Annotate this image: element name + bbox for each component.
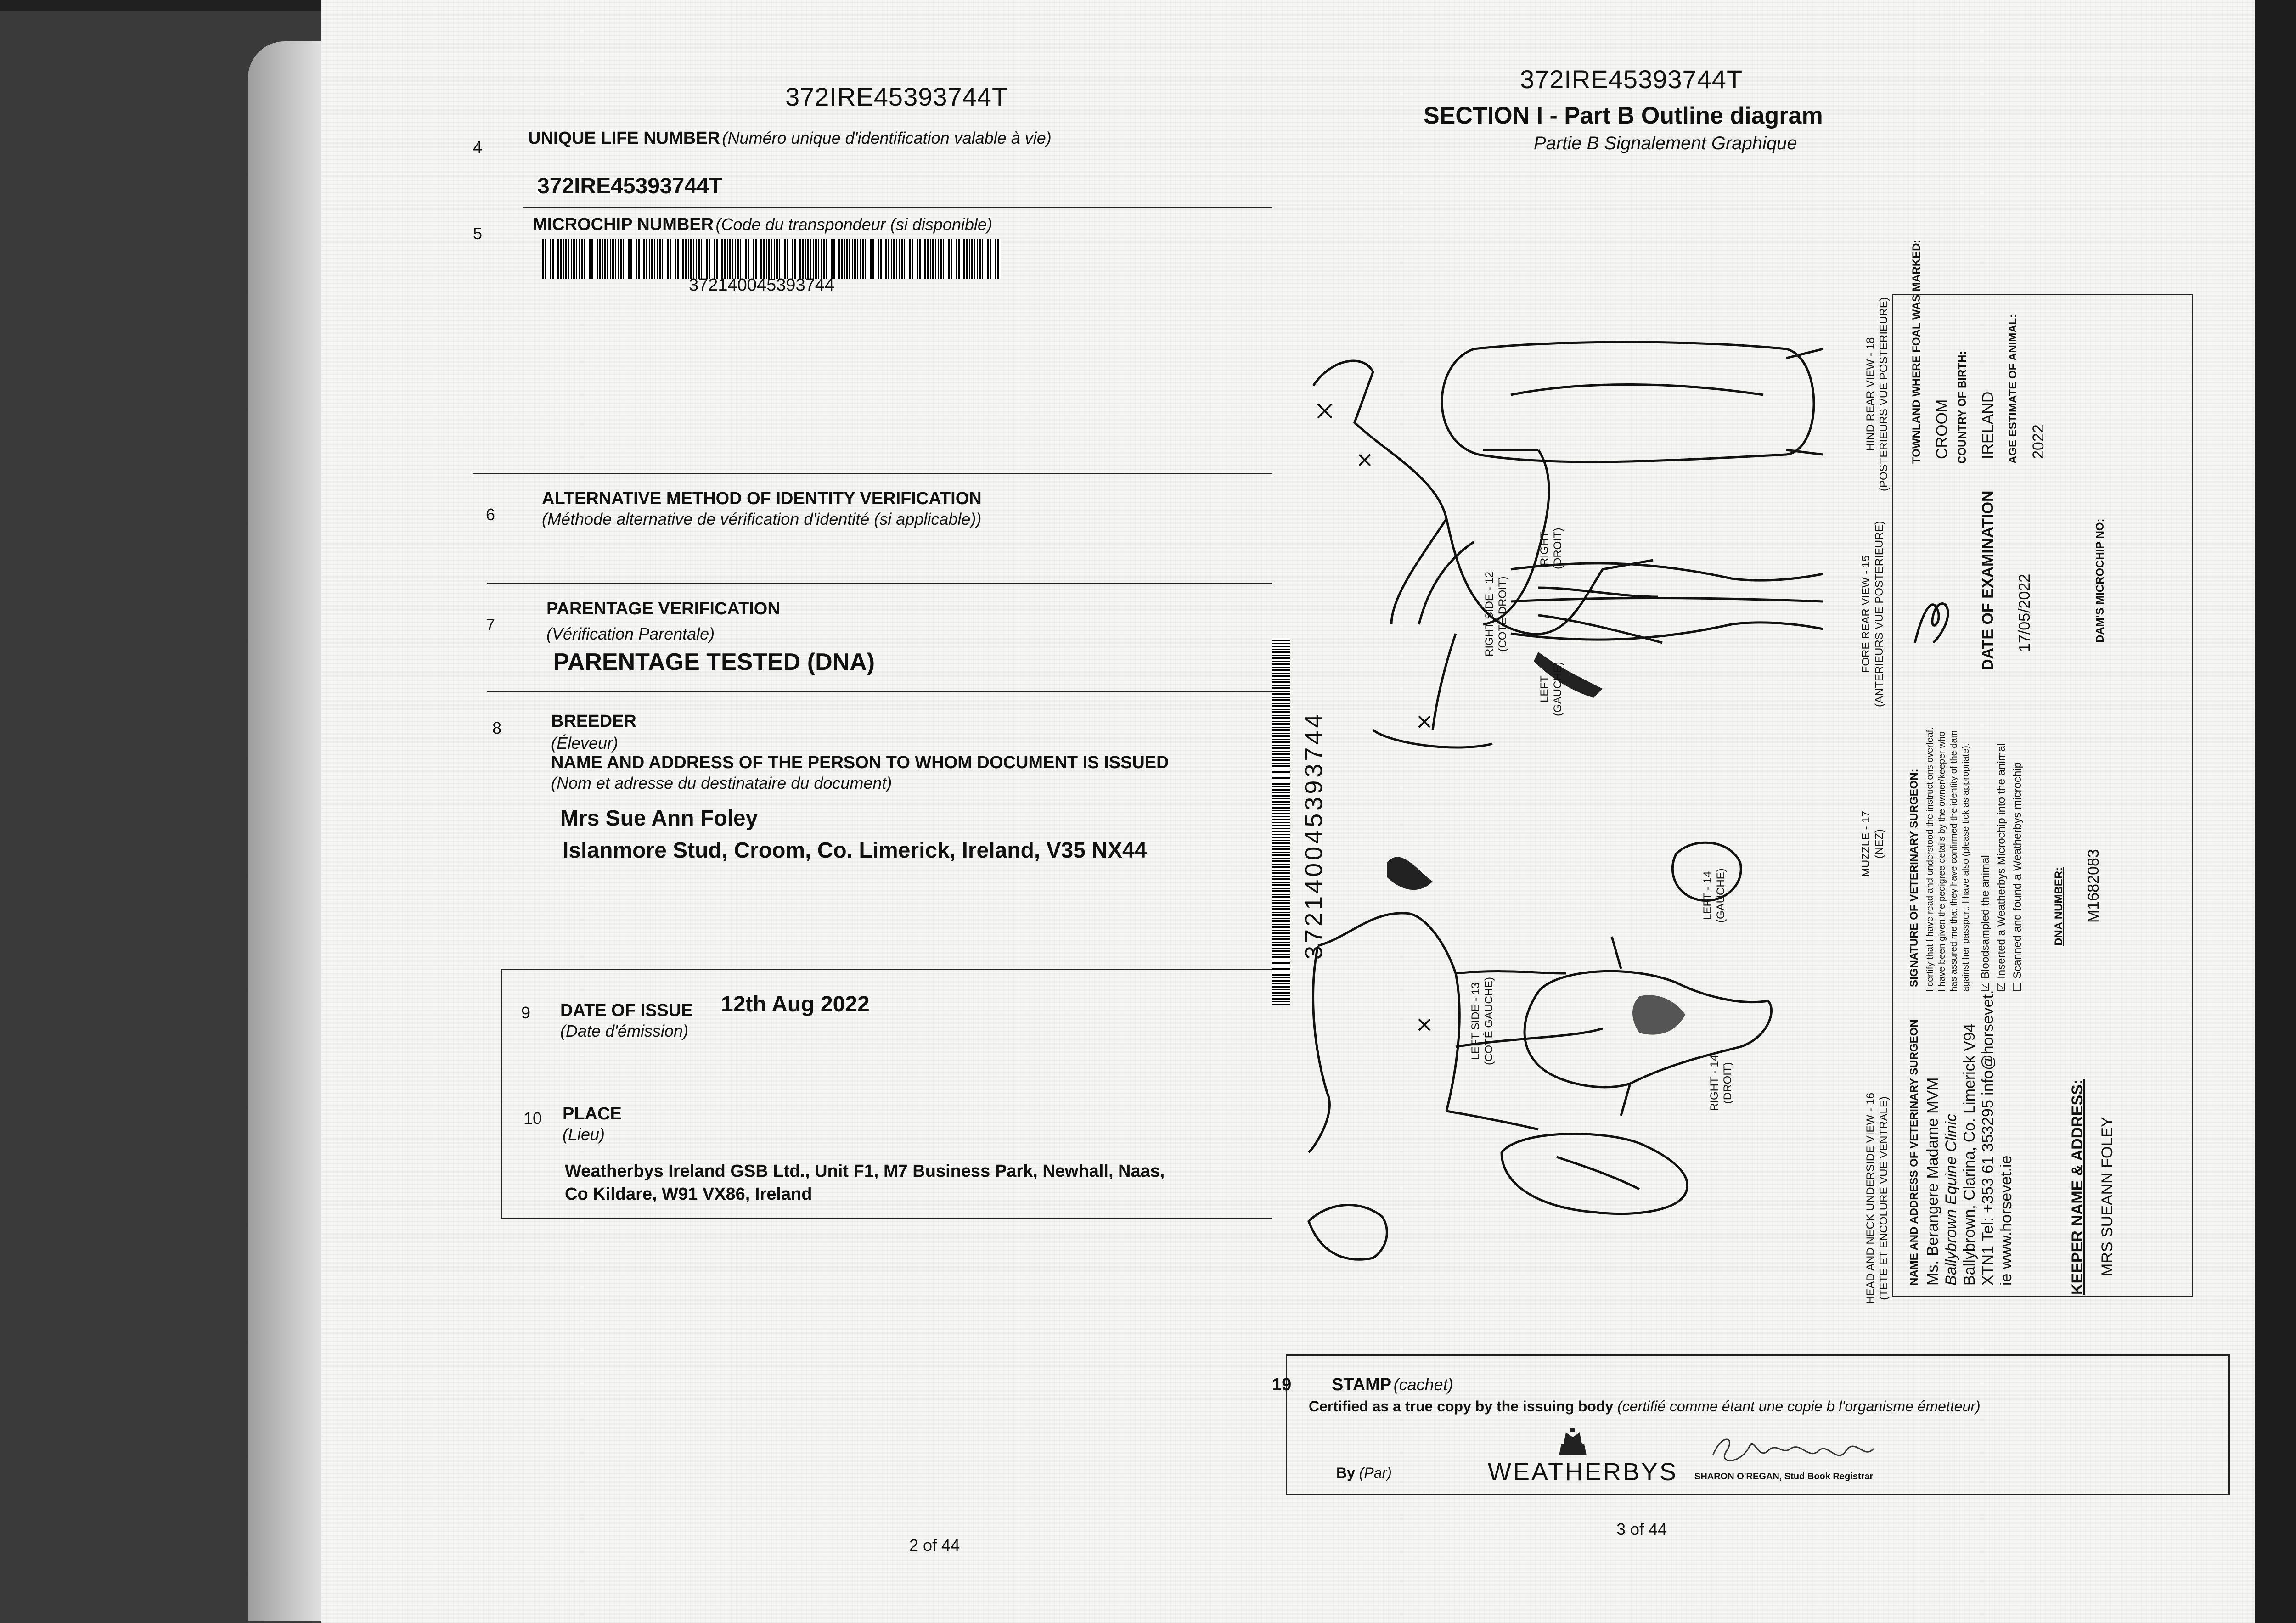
label-text-fr: (DROIT) (1721, 1062, 1734, 1104)
check-label: Bloodsampled the animal (1979, 855, 1992, 979)
weatherbys-logo: WEATHERBYS (1488, 1458, 1678, 1486)
diagram-label-left14 (1701, 868, 1728, 923)
by-label (1336, 1465, 1392, 1482)
horse-outline-diagram (1281, 303, 1924, 1267)
weatherbys-crest-icon (1552, 1423, 1593, 1460)
label-text: LEFT - 14 (1701, 871, 1714, 920)
diagram-label-muzzle (1860, 811, 1886, 877)
label-text-fr: (GAUCHE) (1714, 868, 1727, 923)
check-label: Inserted a Weatherbys Microchip into the animal (1995, 743, 2008, 979)
microchip-barcode (542, 239, 1001, 279)
label-text: RIGHT SIDE - 12 (1483, 572, 1496, 657)
section-subtitle: Partie B Signalement Graphique (1534, 133, 1797, 153)
microchip-barcode-vertical-text: 372140045393744 (1300, 711, 1328, 960)
by-text: By (1336, 1465, 1355, 1481)
label-text: RIGHT - 14 (1708, 1055, 1721, 1111)
vet-certify-text: I certify that I have read and understood the instructions overleaf. I have been given the pedigree details by the owner/keeper who has assured me that they have confirmed the identity of the dam against her passport. I have also (please tick as appropriate): (1925, 727, 1971, 992)
date-of-issue-label-fr: (Date d'émission) (560, 1022, 688, 1040)
breeder-label-fr: (Éleveur) (551, 734, 619, 753)
field-number: 4 (473, 138, 483, 157)
diagram-label-left-side (1469, 977, 1496, 1065)
vet-name: Ms. Berangere Madame MVM (1924, 1077, 1941, 1286)
check-inserted-microchip: ☑ Inserted a Weatherbys Microchip into the animal (1995, 743, 2008, 992)
field-number: 6 (486, 505, 495, 524)
place-label: PLACE (563, 1104, 622, 1123)
scan-right-edge (2255, 0, 2296, 1623)
diagram-label-hind-rear (1864, 297, 1891, 491)
place-line2: Co Kildare, W91 VX86, Ireland (565, 1185, 812, 1204)
parentage-verification-value: PARENTAGE TESTED (DNA) (553, 649, 875, 675)
label-text-fr: (ANTERIEURS VUE POSTERIEURE) (1873, 521, 1885, 707)
diagram-label-right14 (1708, 1055, 1735, 1111)
field-number: 9 (521, 1003, 531, 1022)
label-text: RIGHT (1538, 531, 1551, 566)
vet-address-3: ie www.horsevet.ie (1998, 1155, 2015, 1286)
alternative-method-label: ALTERNATIVE METHOD OF IDENTITY VERIFICATION (542, 489, 982, 508)
vet-name-label: NAME AND ADDRESS OF VETERINARY SURGEON (1908, 1019, 1920, 1286)
check-bloodsampled: ☑ Bloodsampled the animal (1979, 855, 1992, 992)
dams-microchip-label: DAM'S MICROCHIP NO: (2094, 518, 2106, 643)
field-label: UNIQUE LIFE NUMBER (528, 129, 720, 148)
field-number: 7 (486, 615, 495, 634)
country-of-birth-label: COUNTRY OF BIRTH: (1956, 351, 1969, 464)
certified-text: Certified as a true copy by the issuing body (1309, 1398, 1614, 1415)
unique-life-number-value: 372IRE45393744T (537, 174, 722, 198)
dna-number-label: DNA NUMBER: (2053, 867, 2065, 946)
label-text: HIND REAR VIEW - 18 (1864, 337, 1877, 451)
microchip-number-label (533, 215, 992, 235)
passport-page-3 (1272, 0, 2255, 1623)
label-text: HEAD AND NECK UNDERSIDE VIEW - 16 (1864, 1092, 1877, 1304)
field-label-fr: (Numéro unique d'identification valable à vie) (722, 129, 1052, 147)
diagram-label-right (1538, 528, 1565, 569)
label-text: LEFT (1538, 675, 1551, 703)
vet-signature-label: SIGNATURE OF VETERINARY SURGEON: (1908, 769, 1920, 987)
label-text-fr: (POSTERIEURS VUE POSTERIEURE) (1877, 297, 1890, 491)
diagram-label-fore-rear (1860, 521, 1886, 707)
age-estimate-value: 2022 (2030, 424, 2047, 459)
field-number: 5 (473, 224, 483, 243)
vet-clinic: Ballybrown Equine Clinic (1942, 1113, 1960, 1286)
registrar-name: SHARON O'REGAN, Stud Book Registrar (1694, 1471, 1874, 1482)
stamp-label (1332, 1375, 1453, 1395)
age-estimate-label: AGE ESTIMATE OF ANIMAL: (2007, 314, 2019, 464)
vet-signature (1906, 588, 1961, 652)
label-text-fr: (TETE ET ENCOLURE VUE VENTRALE) (1877, 1096, 1890, 1300)
country-of-birth-value: IRELAND (1979, 391, 1997, 459)
stamp-field-number: 19 (1272, 1375, 1292, 1394)
page-number: 3 of 44 (1616, 1520, 1667, 1539)
book-spine-shadow (248, 41, 326, 1621)
issued-to-name: Mrs Sue Ann Foley (560, 806, 758, 831)
issued-to-label: NAME AND ADDRESS OF THE PERSON TO WHOM DOCUMENT IS ISSUED (551, 753, 1169, 772)
unique-life-number-label (528, 129, 1052, 148)
check-label: Scanned and found a Weatherbys microchip (2011, 762, 2024, 979)
by-text-fr: (Par) (1359, 1465, 1392, 1481)
keeper-value: MRS SUEANN FOLEY (2099, 1117, 2116, 1276)
townland-label: TOWNLAND WHERE FOAL WAS MARKED: (1910, 239, 1923, 464)
section-title: SECTION I - Part B Outline diagram (1424, 102, 1823, 129)
date-of-examination-label: DATE OF EXAMINATION (1979, 490, 1997, 670)
page-number: 2 of 44 (909, 1536, 960, 1555)
certified-text-fr: (certifié comme étant une copie b l'organisme émetteur) (1617, 1398, 1981, 1415)
label-text: MUZZLE - 17 (1860, 810, 1872, 877)
check-scanned-microchip: ☐ Scanned and found a Weatherbys microchip (2011, 762, 2024, 992)
registrar-signature (1708, 1423, 1883, 1474)
label-text-fr: (COTÉ DROIT) (1496, 576, 1509, 652)
certified-copy-text (1309, 1398, 1981, 1415)
date-of-issue-value: 12th Aug 2022 (721, 992, 870, 1016)
place-label-fr: (Lieu) (563, 1125, 605, 1144)
alternative-method-label-fr: (Méthode alternative de vérification d'identité (si applicable)) (542, 510, 982, 528)
field-label: MICROCHIP NUMBER (533, 215, 714, 234)
issued-to-label-fr: (Nom et adresse du destinataire du document) (551, 774, 892, 792)
label-text-fr: (DROIT) (1551, 528, 1564, 569)
issued-to-address: Islanmore Stud, Croom, Co. Limerick, Ireland, V35 NX44 (563, 838, 1147, 863)
divider (523, 207, 1272, 208)
dna-number-value: M1682083 (2085, 849, 2102, 923)
label-text-fr: (GAUCHE) (1551, 662, 1564, 716)
townland-value: CROOM (1933, 399, 1951, 459)
field-number: 8 (492, 719, 502, 737)
divider (473, 473, 1272, 474)
breeder-label: BREEDER (551, 712, 636, 731)
page-header-id: 372IRE45393744T (785, 82, 1008, 111)
passport-page-2 (321, 0, 1272, 1623)
place-line1: Weatherbys Ireland GSB Ltd., Unit F1, M7 Business Park, Newhall, Naas, (565, 1162, 1165, 1181)
microchip-barcode-text: 372140045393744 (689, 275, 835, 295)
vet-address-1: Ballybrown, Clarina, Co. Limerick V94 (1961, 1023, 1978, 1286)
vet-address-2: XTN1 Tel: +353 61 353295 info@horsevet. (1979, 990, 1997, 1286)
label-text: LEFT SIDE - 13 (1469, 982, 1482, 1060)
field-label-fr: (Code du transpondeur (si disponible) (715, 215, 992, 234)
parentage-verification-label-fr: (Vérification Parentale) (546, 624, 715, 643)
page-header-id: 372IRE45393744T (1520, 65, 1743, 94)
keeper-label: KEEPER NAME & ADDRESS: (2069, 1079, 2086, 1295)
divider (487, 691, 1272, 692)
field-label-fr: (cachet) (1393, 1375, 1453, 1394)
diagram-label-head-neck (1864, 1093, 1891, 1304)
parentage-verification-label: PARENTAGE VERIFICATION (546, 599, 780, 618)
field-label: STAMP (1332, 1375, 1392, 1394)
divider (487, 583, 1272, 584)
label-text: FORE REAR VIEW - 15 (1860, 555, 1872, 673)
date-of-examination-value: 17/05/2022 (2016, 573, 2033, 652)
label-text-fr: (COTÉ GAUCHE) (1482, 977, 1495, 1065)
diagram-label-right-side (1483, 572, 1510, 657)
label-text-fr: (NEZ) (1873, 829, 1885, 859)
diagram-label-left (1538, 662, 1565, 716)
field-number: 10 (523, 1109, 542, 1128)
date-of-issue-label: DATE OF ISSUE (560, 1001, 693, 1020)
